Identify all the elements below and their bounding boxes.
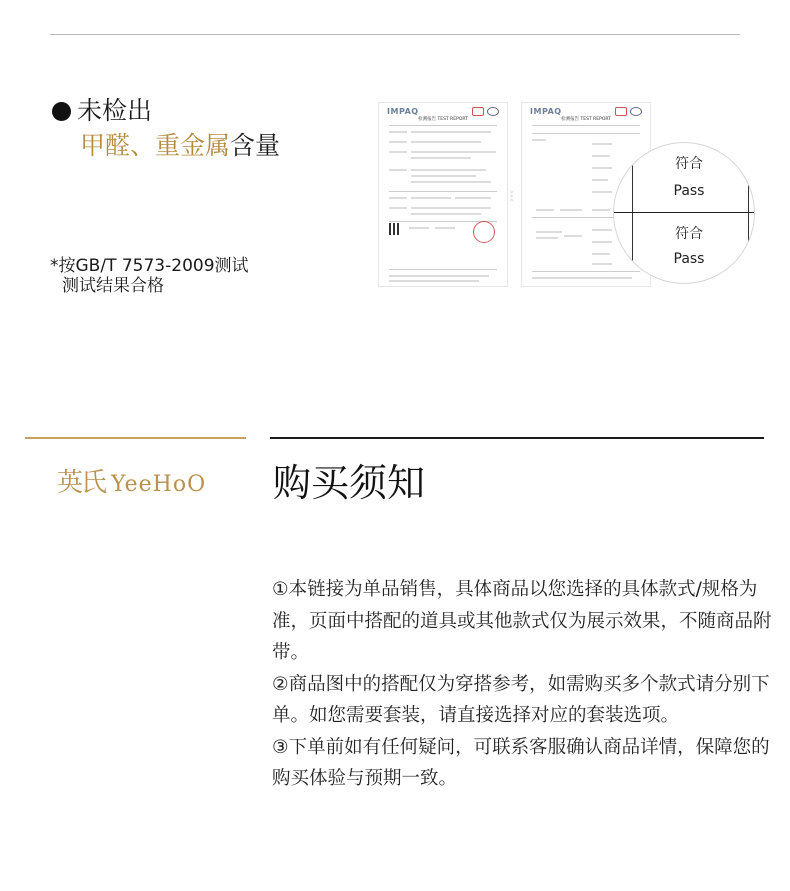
pass-cn-1: 符合	[675, 156, 703, 172]
report-cell	[536, 209, 554, 211]
report-logo: IMPAQ	[530, 107, 562, 116]
report-value	[411, 151, 496, 153]
report-footer	[389, 280, 479, 282]
report-field	[389, 141, 407, 143]
report-title: 检测报告 TEST REPORT	[561, 117, 611, 122]
report-value	[411, 181, 491, 183]
report-cell	[592, 167, 612, 169]
cma-badge-icon	[615, 107, 627, 116]
report-cell	[592, 179, 608, 181]
table-border	[614, 212, 754, 213]
report-value	[411, 141, 481, 143]
report-value	[411, 175, 476, 177]
report-value	[411, 213, 481, 215]
report-rule	[389, 269, 497, 270]
report-field	[389, 151, 407, 153]
report-field	[389, 207, 407, 209]
report-value	[411, 207, 491, 209]
report-field	[389, 197, 407, 199]
report-logo: IMPAQ	[387, 107, 419, 116]
pass-cn-2: 符合	[675, 226, 703, 242]
report-cell	[592, 241, 612, 243]
report-title: 检测报告 TEST REPORT	[418, 117, 468, 122]
notice-paragraph: ③下单前如有任何疑问，可联系客服确认商品详情，保障您的购买体验与预期一致。	[272, 736, 770, 789]
report-rule	[532, 125, 640, 126]
report-cell	[532, 139, 546, 141]
pass-en-2: Pass	[673, 251, 705, 267]
result-magnifier	[614, 143, 754, 283]
report-cell	[592, 229, 612, 231]
signature	[435, 227, 455, 229]
ilac-badge-icon	[487, 107, 499, 116]
red-seal-stamp	[473, 221, 495, 243]
report-side-mark: ◦◦◦	[507, 189, 516, 203]
report-rule	[532, 133, 640, 134]
report-footer	[532, 277, 632, 279]
report-footer	[389, 275, 489, 277]
substances-suffix: 含量	[230, 131, 281, 160]
top-divider	[50, 34, 740, 35]
report-value	[411, 157, 471, 159]
report-cell	[536, 237, 558, 239]
table-border	[632, 143, 633, 283]
pass-en-1: Pass	[673, 183, 705, 199]
test-result-line: 测试结果合格	[62, 276, 164, 296]
brand-divider	[25, 437, 246, 439]
report-cell	[592, 155, 610, 157]
brand-logo	[57, 462, 206, 499]
substances-line	[80, 131, 280, 161]
signature	[409, 227, 429, 229]
report-value	[411, 131, 491, 133]
table-border	[748, 143, 749, 283]
test-report-page-1	[378, 102, 508, 287]
qr-code-icon	[389, 223, 401, 235]
report-cell	[536, 231, 562, 233]
report-rule	[532, 271, 640, 272]
report-cell	[592, 143, 612, 145]
notice-body	[272, 574, 777, 795]
report-rule	[389, 191, 497, 192]
test-standard-note	[50, 256, 249, 296]
report-cell	[560, 209, 582, 211]
report-value	[455, 197, 491, 199]
bullet-icon	[52, 102, 71, 121]
brand-name-cn: 英氏	[57, 468, 106, 498]
report-field	[389, 131, 407, 133]
report-cell	[592, 253, 610, 255]
cma-badge-icon	[472, 107, 484, 116]
report-cell	[592, 263, 612, 265]
substances-highlight: 甲醛、重金属	[80, 131, 231, 160]
certification-badges	[615, 107, 642, 116]
report-cell	[592, 191, 612, 193]
report-cell	[592, 209, 610, 211]
not-detected-heading	[52, 96, 152, 126]
test-standard-line: *按GB/T 7573-2009测试	[50, 256, 249, 276]
notice-paragraph: ①本链接为单品销售，具体商品以您选择的具体款式/规格为准，页面中搭配的道具或其他款式仅为展示效果，不随商品附带。	[272, 579, 772, 663]
ilac-badge-icon	[630, 107, 642, 116]
not-detected-text: 未检出	[77, 96, 153, 125]
report-value	[411, 169, 486, 171]
brand-name-en: YeeHoO	[111, 472, 207, 497]
report-rule	[389, 125, 497, 126]
report-value	[411, 197, 451, 199]
report-field	[389, 169, 407, 171]
notice-divider	[270, 437, 764, 439]
certification-badges	[472, 107, 499, 116]
report-cell	[564, 235, 582, 237]
notice-paragraph: ②商品图中的搭配仅为穿搭参考，如需购买多个款式请分别下单。如您需要套装，请直接选择对应的套装选项。	[272, 673, 770, 726]
notice-title: 购买须知	[273, 461, 426, 505]
